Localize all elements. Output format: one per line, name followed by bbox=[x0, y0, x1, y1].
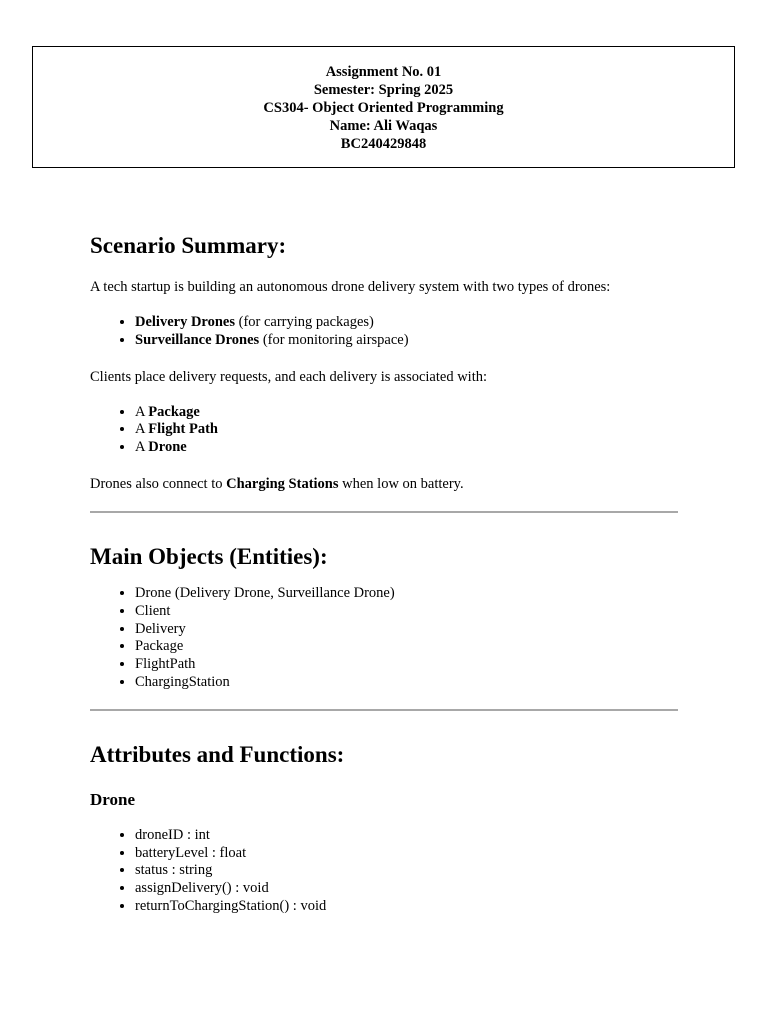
list-item: • FlightPath bbox=[135, 656, 678, 674]
list-item: • A Flight Path bbox=[135, 421, 678, 439]
list-item: • Delivery Drones (for carrying packages) bbox=[135, 314, 678, 332]
list-item: • Drone (Delivery Drone, Surveillance Drone) bbox=[135, 585, 678, 603]
drone-members-list bbox=[90, 827, 678, 916]
list-item: • Package bbox=[135, 638, 678, 656]
student-id: BC240429848 bbox=[340, 136, 427, 152]
list-item: • A Drone bbox=[135, 439, 678, 457]
list-item: • batteryLevel : float bbox=[135, 845, 678, 863]
scenario-intro: A tech startup is building an autonomous drone delivery system with two types of drones: bbox=[90, 279, 611, 295]
attributes-heading: Attributes and Functions: bbox=[90, 741, 345, 767]
entities-heading: Main Objects (Entities): bbox=[90, 543, 328, 569]
list-item: • droneID : int bbox=[135, 827, 678, 845]
list-item: • Delivery bbox=[135, 621, 678, 639]
list-item: • status : string bbox=[135, 862, 678, 880]
list-item: • Client bbox=[135, 603, 678, 621]
charging-text: Drones also connect to Charging Stations when low on battery. bbox=[90, 475, 464, 492]
associations-list bbox=[90, 404, 678, 457]
course-title: CS304- Object Oriented Programming bbox=[263, 100, 504, 116]
assignment-number: Assignment No. 01 bbox=[325, 64, 442, 80]
drone-types-list bbox=[90, 314, 678, 350]
list-item: • ChargingStation bbox=[135, 674, 678, 692]
assignment-header-box bbox=[32, 46, 735, 168]
student-name: Name: Ali Waqas bbox=[329, 118, 438, 134]
list-item: • A Package bbox=[135, 404, 678, 422]
list-item: • assignDelivery() : void bbox=[135, 880, 678, 898]
entities-list bbox=[90, 585, 678, 692]
scenario-heading: Scenario Summary: bbox=[90, 233, 287, 258]
document-content bbox=[90, 228, 678, 916]
drone-subheading: Drone bbox=[90, 789, 136, 809]
list-item: • Surveillance Drones (for monitoring airspace) bbox=[135, 332, 678, 350]
semester: Semester: Spring 2025 bbox=[313, 82, 454, 98]
list-item: • returnToChargingStation() : void bbox=[135, 898, 678, 916]
association-text: Clients place delivery requests, and each delivery is associated with: bbox=[90, 368, 488, 385]
